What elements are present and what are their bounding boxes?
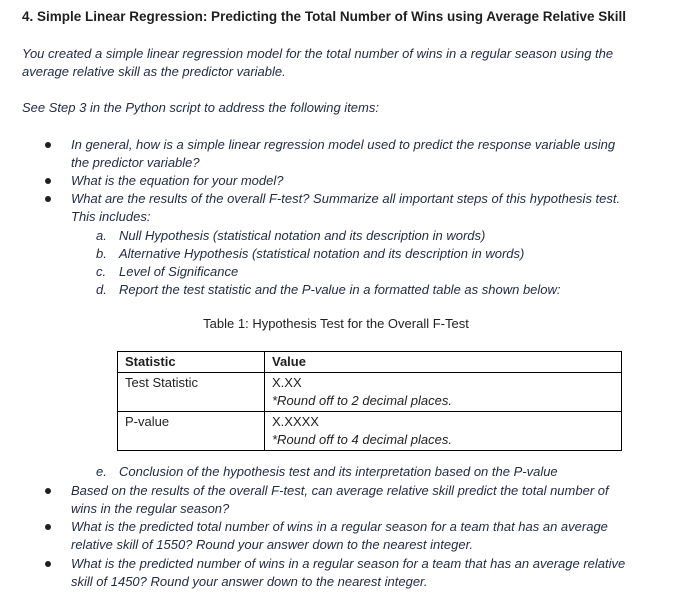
bullet-dot	[45, 488, 51, 494]
table-header-row	[118, 352, 622, 373]
table-caption: Table 1: Hypothesis Test for the Overall F-Test	[203, 316, 469, 331]
table-cell-value	[265, 412, 622, 451]
hypothesis-table	[117, 351, 622, 451]
sub-item-a: Null Hypothesis (statistical notation and its description in words)	[119, 228, 486, 243]
sub-item-c: Level of Significance	[119, 264, 239, 279]
table-header-statistic: Statistic	[118, 352, 265, 373]
bullet-item-3-line-2: This includes:	[71, 209, 151, 224]
table-cell-label: Test Statistic	[118, 373, 265, 412]
bullet-dot	[45, 196, 51, 202]
bullet-item-3-line-1: What are the results of the overall F-test? Summarize all important steps of this hypothesis test.	[71, 191, 621, 206]
bullet-dot	[45, 524, 51, 530]
sub-marker-d: d.	[96, 282, 107, 297]
sub-marker-c: c.	[96, 264, 107, 279]
see-step-text: See Step 3 in the Python script to address the following items:	[22, 100, 379, 115]
bullet-item-5	[71, 518, 661, 554]
table-header-value: Value	[265, 352, 622, 373]
table-note: *Round off to 2 decimal places.	[272, 393, 452, 408]
table-row	[118, 412, 622, 451]
sub-marker-a: a.	[96, 228, 107, 243]
sub-item-b: Alternative Hypothesis (statistical notation and its description in words)	[119, 246, 525, 261]
intro-line-1: You created a simple linear regression model for the total number of wins in a regular season using the	[22, 46, 614, 61]
section-heading: 4. Simple Linear Regression: Predicting the Total Number of Wins using Average Relative Skill	[22, 9, 627, 24]
sub-item-d: Report the test statistic and the P-value in a formatted table as shown below:	[119, 282, 561, 297]
bullet-item-6-line-1: What is the predicted number of wins in a regular season for a team that has an average relative	[71, 556, 626, 571]
bullet-item-1-line-2: the predictor variable?	[71, 155, 200, 170]
bullet-item-4	[71, 482, 661, 518]
bullet-dot	[45, 561, 51, 567]
table-row	[118, 373, 622, 412]
bullet-dot	[45, 178, 51, 184]
table-cell-value	[265, 373, 622, 412]
table-value: X.XX	[272, 375, 302, 390]
bullet-item-4-line-1: Based on the results of the overall F-test, can average relative skill predict the total number of	[71, 483, 609, 498]
sub-item-e: Conclusion of the hypothesis test and its interpretation based on the P-value	[119, 464, 558, 479]
bullet-dot	[45, 142, 51, 148]
bullet-item-6-line-2: skill of 1450? Round your answer down to the nearest integer.	[71, 574, 428, 589]
sub-marker-e: e.	[96, 464, 107, 479]
bullet-item-5-line-1: What is the predicted total number of wins in a regular season for a team that has an average	[71, 519, 608, 534]
bullet-item-6	[71, 555, 661, 591]
bullet-item-2	[71, 172, 661, 190]
bullet-item-1	[71, 136, 661, 172]
bullet-item-2-line-1: What is the equation for your model?	[71, 173, 284, 188]
bullet-item-3	[71, 190, 661, 226]
table-cell-label: P-value	[118, 412, 265, 451]
table-note: *Round off to 4 decimal places.	[272, 432, 452, 447]
bullet-item-4-line-2: wins in the regular season?	[71, 501, 230, 516]
sub-marker-b: b.	[96, 246, 107, 261]
bullet-item-5-line-2: relative skill of 1550? Round your answer down to the nearest integer.	[71, 537, 474, 552]
table-value: X.XXXX	[272, 414, 319, 429]
bullet-item-1-line-1: In general, how is a simple linear regression model used to predict the response variable using	[71, 137, 616, 152]
intro-line-2: average relative skill as the predictor variable.	[22, 64, 286, 79]
